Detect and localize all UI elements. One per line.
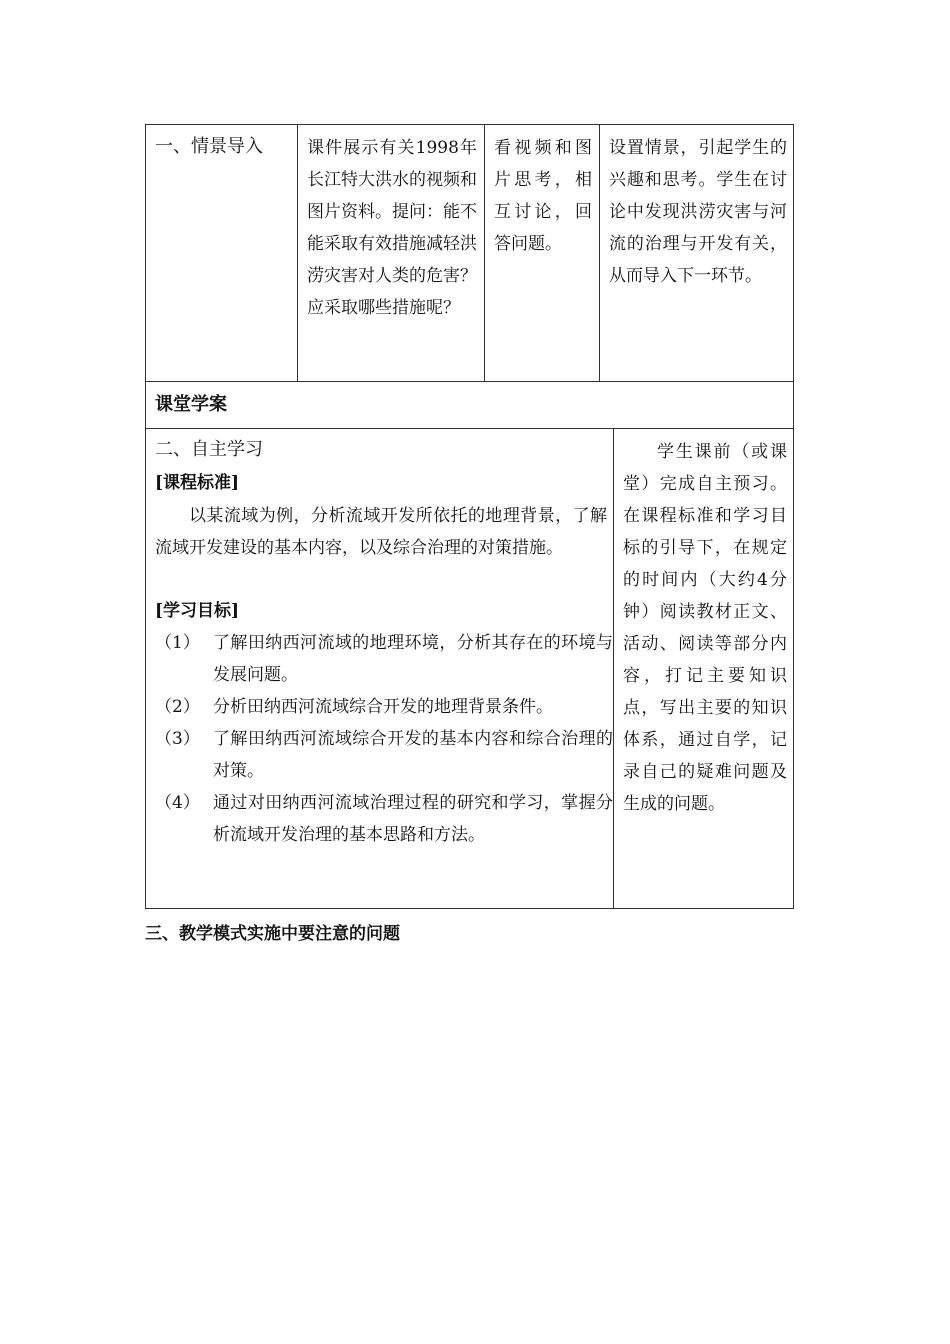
objective-number: （3） (155, 729, 200, 749)
design-intent-text: 设置情景，引起学生的兴趣和思考。学生在讨论中发现洪涝灾害与河流的治理与开发有关，从而导入下一环节。 (609, 138, 787, 286)
objective-number: （2） (155, 697, 200, 717)
design-intent-cell (599, 124, 794, 382)
teacher-activity-text: 课件展示有关1998年长江特大洪水的视频和图片资料。提问：能不能采取有效措施减轻洪涝灾害对人类的危害？应采取哪些措施呢？ (307, 138, 477, 318)
objective-number: （1） (155, 633, 200, 653)
self-study-notes-cell (613, 428, 794, 909)
objective-number: （4） (155, 793, 200, 813)
objective-text: 了解田纳西河流域的地理环境，分析其存在的环境与发展问题。 (213, 633, 613, 685)
standard-text: 以某流域为例，分析流域开发所依托的地理背景，了解流域开发建设的基本内容，以及综合治理的对策措施。 (155, 506, 607, 558)
student-activity-cell (484, 124, 600, 382)
stage-cell (145, 124, 298, 382)
self-study-cell (145, 428, 614, 909)
objective-text: 通过对田纳西河流域治理过程的研究和学习，掌握分析流域开发治理的基本思路和方法。 (213, 793, 613, 845)
objective-item (155, 627, 615, 691)
teacher-activity-cell (297, 124, 485, 382)
stage-label: 一、情景导入 (155, 136, 263, 157)
student-activity-text: 看视频和图片思考，相互讨论，回答问题。 (494, 138, 592, 254)
objectives-label: [学习目标] (155, 601, 240, 621)
self-study-notes-text: 学生课前（或课堂）完成自主预习。在课程标准和学习目标的引导下，在规定的时间内（大约4分钟）阅读教材正文、活动、阅读等部分内容，打记主要知识点，写出主要的知识体系，通过自学，记录自己的疑难问题及生成的问题。 (623, 442, 787, 814)
objective-text: 分析田纳西河流域综合开发的地理背景条件。 (213, 697, 553, 717)
standard-label: [课程标准] (155, 473, 240, 493)
section-header-cell (145, 381, 794, 429)
section3-heading: 三、教学模式实施中要注意的问题 (145, 924, 400, 944)
self-study-title: 二、自主学习 (155, 439, 263, 460)
objective-text: 了解田纳西河流域综合开发的基本内容和综合治理的对策。 (213, 729, 613, 781)
objective-item (155, 691, 615, 723)
section-header: 课堂学案 (155, 394, 227, 415)
objective-item (155, 723, 615, 787)
objective-item (155, 787, 615, 851)
